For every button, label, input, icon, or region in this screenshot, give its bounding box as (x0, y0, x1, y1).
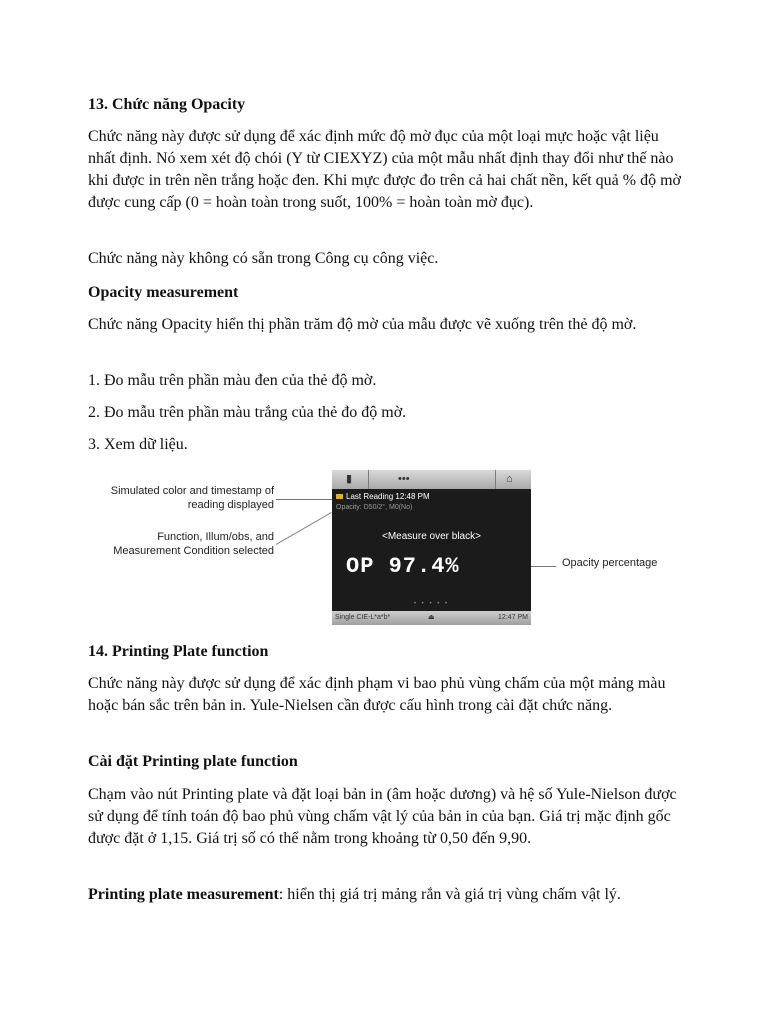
callout-line-opacity (470, 566, 556, 567)
device-screen (332, 470, 531, 625)
status-mode: Single CIE-L*a*b* (335, 614, 391, 621)
printing-plate-settings-heading: Cài đặt Printing plate function (88, 753, 298, 770)
step-2: 2. Đo mẫu trên phần màu trắng của thẻ đo độ mờ. (88, 404, 407, 421)
printing-plate-measurement-term: Printing plate measurement (88, 886, 279, 903)
section-14-heading: 14. Printing Plate function (88, 643, 269, 660)
screen-status-bar (332, 611, 531, 625)
opacity-availability-note: Chức năng này không có sẵn trong Công cụ công việc. (88, 250, 439, 267)
printing-plate-measurement-text: : hiển thị giá trị mảng rắn và giá trị vùng chấm vật lý. (278, 886, 621, 903)
home-icon: ⌂ (506, 473, 513, 485)
more-menu-icon: ••• (398, 473, 410, 485)
last-reading-text: Last Reading 12:48 PM (346, 492, 430, 501)
callout-opacity: Opacity percentage (562, 557, 658, 569)
measure-over-black-label: <Measure over black> (382, 531, 481, 542)
printing-plate-settings-description: Chạm vào nút Printing plate và đặt loại bản in (âm hoặc dương) và hệ số Yule-Nielson được sử dụng để tính toán độ bao phủ vùng chấm vật lý của bản in của bạn. Giá trị mặc định gốc được đặt ở 1,15. Giá trị số có thể nằm trong khoảng từ 0,50 đến 9,90. (88, 786, 677, 847)
callout-timestamp: Simulated color and timestamp of reading displayed (110, 485, 274, 511)
last-reading (336, 492, 430, 501)
simulated-color-swatch (336, 494, 343, 499)
step-3: 3. Xem dữ liệu. (88, 436, 188, 453)
callout-line-function (276, 512, 332, 545)
step-1: 1. Đo mẫu trên phần màu đen của thẻ độ mờ. (88, 372, 377, 389)
callout-function: Function, Illum/obs, and Measurement Condition selected (113, 531, 274, 557)
opacity-description: Chức năng này được sử dụng để xác định mức độ mờ đục của một loại mực hoặc vật liệu nhất định. Nó xem xét độ chói (Y từ CIEXYZ) của một mẫu nhất định thay đổi như thế nào khi được in trên nền trắng hoặc đen. Khi mực được đo trên cả hai chất nền, kết quả % độ mờ được cung cấp (0 = hoàn toàn trong suốt, 100% = hoàn toàn mờ đục). (88, 128, 681, 211)
callout-line-timestamp (276, 499, 336, 500)
opacity-measurement-description: Chức năng Opacity hiển thị phần trăm độ mờ của mẫu được vẽ xuống trên thẻ độ mờ. (88, 316, 637, 333)
printing-plate-description: Chức năng này được sử dụng để xác định phạm vi bao phủ vùng chấm của một mảng màu hoặc bán sắc trên bản in. Yule-Nielsen cần được cấu hình trong cài đặt chức năng. (88, 675, 666, 714)
status-time: 12:47 PM (498, 614, 528, 621)
screen-top-bar (332, 470, 531, 489)
eject-icon: ⏏ (428, 614, 435, 621)
printing-plate-measurement-paragraph (88, 884, 621, 906)
opacity-condition: Opacity: D50/2°, M0(No) (336, 504, 413, 511)
opacity-value: OP 97.4% (346, 554, 460, 579)
page-indicator: • • • • • (413, 601, 450, 607)
section-13-heading: 13. Chức năng Opacity (88, 96, 246, 113)
document-icon: ▮ (346, 473, 353, 485)
opacity-measurement-heading: Opacity measurement (88, 284, 239, 301)
